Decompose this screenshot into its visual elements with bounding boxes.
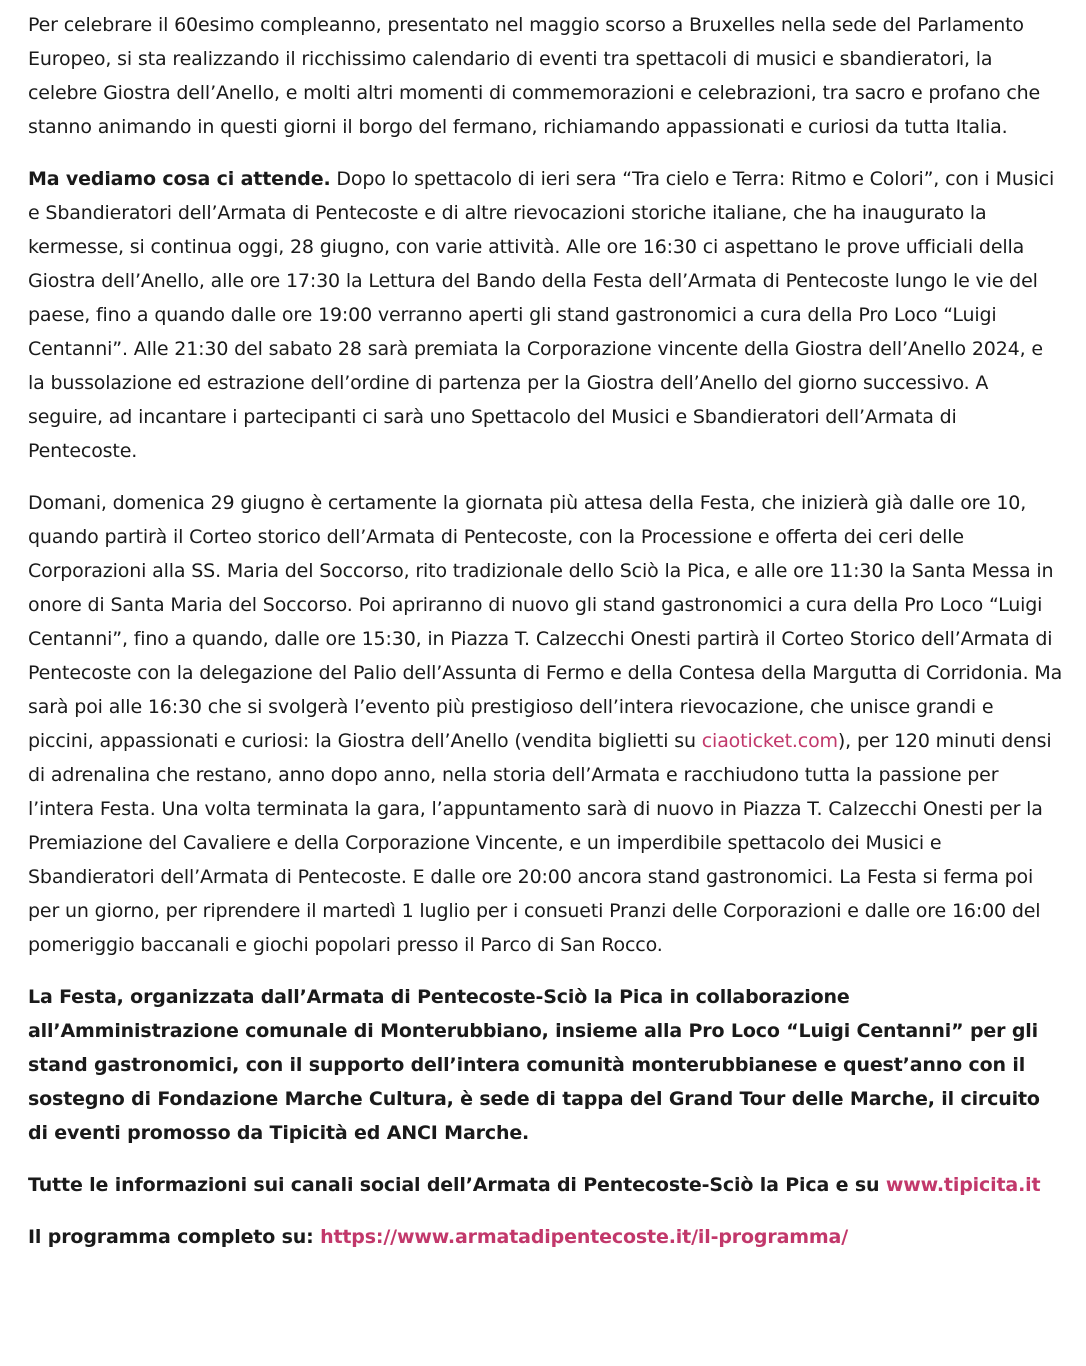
ciaoticket-link[interactable]: ciaoticket.com xyxy=(701,730,838,752)
paragraph-program xyxy=(28,1220,1064,1254)
paragraph-organization xyxy=(28,980,1064,1150)
tipicita-link[interactable]: www.tipicita.it xyxy=(885,1174,1041,1196)
paragraph-info xyxy=(28,1168,1064,1202)
sunday-text-before: Domani, domenica 29 giugno è certamente la giornata più attesa della Festa, che inizierà già dalle ore 10, quando partirà il Corteo storico dell’Armata di Pentecoste, con la Processione e offerta dei ceri delle Corporazioni alla SS. Maria del Soccorso, rito tradizionale dello Sciò la Pica, e alle ore 11:30 la Santa Messa in onore di Santa Maria del Soccorso. Poi apriranno di nuovo gli stand gastronomici a cura della Pro Loco “Luigi Centanni”, fino a quando, dalle ore 15:30, in Piazza T. Calzecchi Onesti partirà il Corteo Storico dell’Armata di Pentecoste con la delegazione del Palio dell’Assunta di Fermo e della Contesa della Margutta di Corridonia. Ma sarà poi alle 16:30 che si svolgerà l’evento più prestigioso dell’intera rievocazione, che unisce grandi e piccini, appassionati e curiosi: la Giostra dell’Anello (vendita biglietti su xyxy=(28,492,1063,752)
paragraph-sunday xyxy=(28,486,1064,962)
paragraph-saturday xyxy=(28,162,1064,468)
program-text: Il programma completo su: xyxy=(28,1226,321,1248)
paragraph-intro xyxy=(28,8,1064,144)
saturday-lead: Ma vediamo cosa ci attende. xyxy=(28,168,331,190)
info-text: Tutte le informazioni sui canali social dell’Armata di Pentecoste-Sciò la Pica e su xyxy=(28,1174,886,1196)
saturday-text: Dopo lo spettacolo di ieri sera “Tra cielo e Terra: Ritmo e Colori”, con i Musici e Sbandieratori dell’Armata di Pentecoste e di altre rievocazioni storiche italiane, che ha inaugurato la kermesse, si continua oggi, 28 giugno, con varie attività. Alle ore 16:30 ci aspettano le prove ufficiali della Giostra dell’Anello, alle ore 17:30 la Lettura del Bando della Festa dell’Armata di Pentecoste lungo le vie del paese, fino a quando dalle ore 19:00 verranno aperti gli stand gastronomici a cura della Pro Loco “Luigi Centanni”. Alle 21:30 del sabato 28 sarà premiata la Corporazione vincente della Giostra dell’Anello 2024, e la bussolazione ed estrazione dell’ordine di partenza per la Giostra dell’Anello del giorno successivo. A seguire, ad incantare i partecipanti ci sarà uno Spettacolo del Musici e Sbandieratori dell’Armata di Pentecoste. xyxy=(28,168,1055,462)
sunday-text-after: ), per 120 minuti densi di adrenalina che restano, anno dopo anno, nella storia dell’Armata e racchiudono tutta la passione per l’intera Festa. Una volta terminata la gara, l’appuntamento sarà di nuovo in Piazza T. Calzecchi Onesti per la Premiazione del Cavaliere e della Corporazione Vincente, e un imperdibile spettacolo dei Musici e Sbandieratori dell’Armata di Pentecoste. E dalle ore 20:00 ancora stand gastronomici. La Festa si ferma poi per un giorno, per riprendere il martedì 1 luglio per i consueti Pranzi delle Corporazioni e dalle ore 16:00 del pomeriggio baccanali e giochi popolari presso il Parco di San Rocco. xyxy=(28,730,1052,956)
intro-text: Per celebrare il 60esimo compleanno, presentato nel maggio scorso a Bruxelles nella sede del Parlamento Europeo, si sta realizzando il ricchissimo calendario di eventi tra spettacoli di musici e sbandieratori, la celebre Giostra dell’Anello, e molti altri momenti di commemorazioni e celebrazioni, tra sacro e profano che stanno animando in questi giorni il borgo del fermano, richiamando appassionati e curiosi da tutta Italia. xyxy=(28,14,1041,138)
organization-text: La Festa, organizzata dall’Armata di Pentecoste-Sciò la Pica in collaborazione all’Amministrazione comunale di Monterubbiano, insieme alla Pro Loco “Luigi Centanni” per gli stand gastronomici, con il supporto dell’intera comunità monterubbianese e quest’anno con il sostegno di Fondazione Marche Cultura, è sede di tappa del Grand Tour delle Marche, il circuito di eventi promosso da Tipicità ed ANCI Marche. xyxy=(28,986,1040,1144)
article-body xyxy=(28,8,1064,1254)
program-link[interactable]: https://www.armatadipentecoste.it/il-programma/ xyxy=(320,1226,848,1248)
